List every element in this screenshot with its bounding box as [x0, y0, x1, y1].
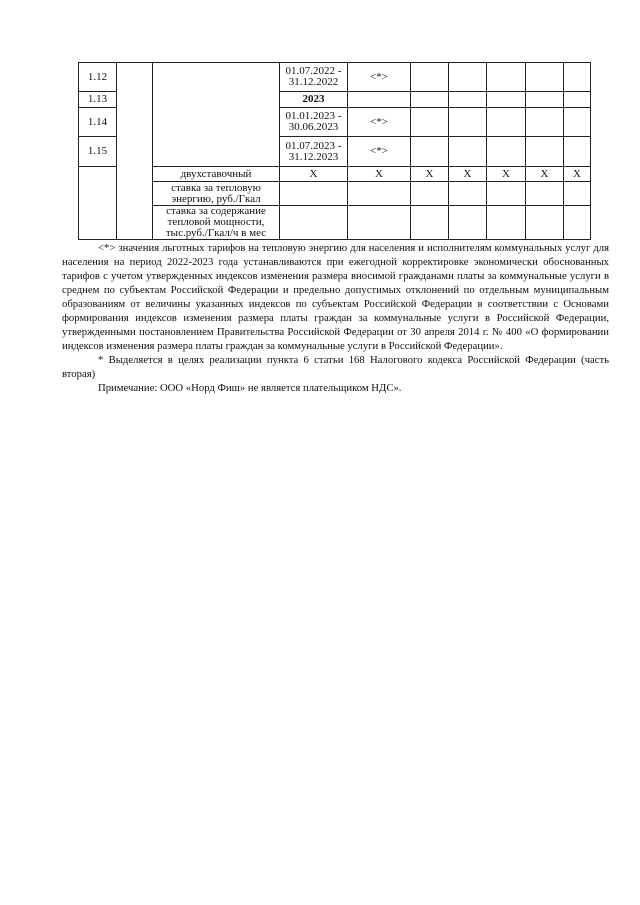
x-mark: X — [449, 167, 487, 182]
year-cell: 2023 — [280, 92, 348, 108]
row-number: 1.15 — [79, 137, 117, 167]
x-mark: X — [487, 167, 526, 182]
capacity-rate-label: ставка за содержание тепловой мощности, тыс.руб./Гкал/ч в мес — [153, 206, 280, 240]
empty-cell — [79, 167, 117, 240]
two-part-label: двухставочный — [153, 167, 280, 182]
x-mark: X — [526, 167, 564, 182]
empty-cell — [117, 63, 153, 240]
empty-cell — [153, 63, 280, 167]
row-number: 1.13 — [79, 92, 117, 108]
vat-remark: Примечание: ООО «Норд Фиш» не является плательщиком НДС». — [98, 382, 402, 394]
period-cell: 01.07.2023 - 31.12.2023 — [280, 137, 348, 167]
footnotes — [62, 241, 609, 395]
table-row — [79, 167, 591, 182]
row-number: 1.12 — [79, 63, 117, 92]
period-cell: 01.07.2022 - 31.12.2022 — [280, 63, 348, 92]
x-mark: X — [411, 167, 449, 182]
x-mark: X — [348, 167, 411, 182]
tariff-table — [78, 62, 591, 240]
tariff-mark: <*> — [348, 108, 411, 137]
table-row — [79, 182, 591, 206]
row-number: 1.14 — [79, 108, 117, 137]
star-footnote: <*> значения льготных тарифов на тепловую энергию для населения и исполнителям коммунальных услуг для населения на период 2022-2023 года устанавливаются при ежегодной корректировке экономически обоснованных тарифов с учетом утвержденных индексов изменения размера вносимой гражданами платы за коммунальные услуги в среднем по субъектам Российской Федерации и предельно допустимых отклонений по отдельным муниципальным образованиям от величины указанных индексов по субъектам Российской Федерации в соответствии с Основами формирования индексов изменения размера платы граждан за коммунальные услуги в Российской Федерации, утвержденными постановлением Правительства Российской Федерации от 30 апреля 2014 г. № 400 «О формировании индексов изменения размера платы граждан за коммунальные услуги в Российской Федерации». — [62, 242, 609, 352]
x-mark: X — [564, 167, 591, 182]
period-cell: 01.01.2023 - 30.06.2023 — [280, 108, 348, 137]
tariff-mark: <*> — [348, 63, 411, 92]
x-mark: X — [280, 167, 348, 182]
energy-rate-label: ставка за тепловую энергию, руб./Гкал — [153, 182, 280, 206]
table-row — [79, 63, 591, 92]
vat-footnote: * Выделяется в целях реализации пункта 6 статьи 168 Налогового кодекса Российской Федерации (часть вторая) — [62, 354, 609, 380]
tariff-mark: <*> — [348, 137, 411, 167]
table-row — [79, 206, 591, 240]
